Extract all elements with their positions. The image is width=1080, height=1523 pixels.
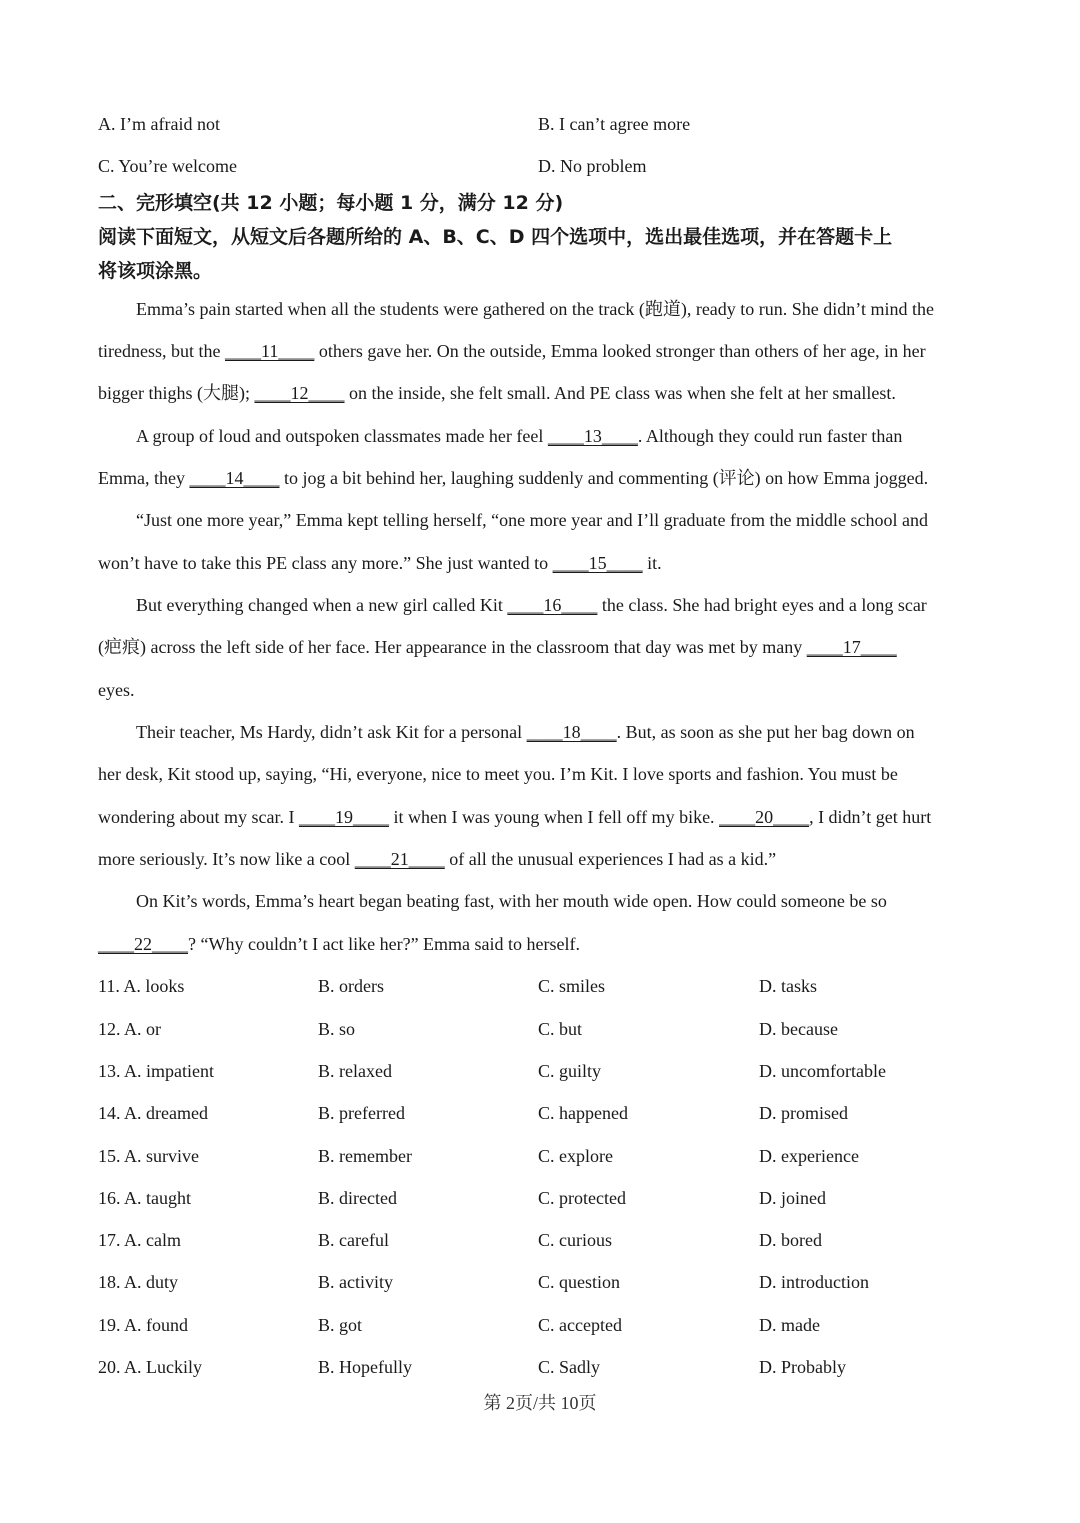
option-a: 12. A. or — [98, 1019, 161, 1039]
passage-line — [136, 424, 902, 448]
option-d: D. introduction — [759, 1272, 869, 1292]
text: it. — [642, 553, 662, 573]
option-d: D. promised — [759, 1103, 848, 1123]
option-d: D. uncomfortable — [759, 1061, 886, 1081]
option-d: D. bored — [759, 1230, 822, 1250]
option-c: C. accepted — [538, 1315, 622, 1335]
blank-15: ____15____ — [552, 553, 643, 573]
blank-17: ____17____ — [806, 637, 897, 657]
text: Emma, they — [98, 468, 190, 488]
passage-line — [98, 805, 931, 829]
text: won’t have to take this PE class any more.” She just wanted to — [98, 553, 553, 573]
text: on the inside, she felt small. And PE class was when she felt at her smallest. — [344, 383, 896, 403]
passage-line — [98, 381, 896, 405]
option-c: C. smiles — [538, 976, 606, 996]
text: tiredness, but the — [98, 341, 225, 361]
passage-line — [98, 847, 776, 871]
passage-line — [98, 932, 580, 956]
text: the class. She had bright eyes and a long scar — [597, 595, 927, 615]
text: Their teacher, Ms Hardy, didn’t ask Kit for a personal — [136, 722, 527, 742]
text: to jog a bit behind her, laughing suddenly and commenting (评论) on how Emma jogged. — [279, 468, 929, 488]
prev-option-b: B. I can’t agree more — [538, 114, 691, 134]
text: bigger thighs (大腿); — [98, 383, 255, 403]
option-a: 17. A. calm — [98, 1230, 181, 1250]
text: more seriously. It’s now like a cool — [98, 849, 355, 869]
option-c: C. curious — [538, 1230, 612, 1250]
option-a: 19. A. found — [98, 1315, 188, 1335]
blank-22: ____22____ — [98, 934, 188, 954]
option-c: C. question — [538, 1272, 621, 1292]
option-c: C. but — [538, 1019, 583, 1039]
text: . But, as soon as she put her bag down on — [616, 722, 915, 742]
option-c: C. happened — [538, 1103, 628, 1123]
passage-line — [98, 466, 928, 490]
option-c: C. explore — [538, 1146, 613, 1166]
prev-option-a: A. I’m afraid not — [98, 114, 220, 134]
blank-12: ____12____ — [254, 383, 345, 403]
option-b: B. careful — [318, 1230, 389, 1250]
passage-line — [98, 551, 662, 575]
option-b: B. Hopefully — [318, 1357, 412, 1377]
section-instruction-1: 阅读下面短文，从短文后各题所给的 A、B、C、D 四个选项中，选出最佳选项，并在答题卡上 — [98, 226, 893, 248]
passage-line — [136, 593, 927, 617]
blank-13: ____13____ — [547, 426, 638, 446]
prev-option-c: C. You’re welcome — [98, 156, 237, 176]
text: it when I was young when I fell off my bike. — [388, 807, 720, 827]
passage-line — [98, 339, 926, 363]
option-d: D. experience — [759, 1146, 859, 1166]
section-instruction-2: 将该项涂黑。 — [98, 260, 213, 282]
passage-line: On Kit’s words, Emma’s heart began beating fast, with her mouth wide open. How could someone be so — [136, 891, 887, 911]
blank-16: ____16____ — [507, 595, 598, 615]
option-d: D. made — [759, 1315, 820, 1335]
option-b: B. orders — [318, 976, 384, 996]
passage-line — [136, 720, 915, 744]
option-a: 16. A. taught — [98, 1188, 191, 1208]
option-d: D. tasks — [759, 976, 817, 996]
text: But everything changed when a new girl called Kit — [136, 595, 508, 615]
text: . Although they could run faster than — [637, 426, 903, 446]
option-c: C. Sadly — [538, 1357, 601, 1377]
option-c: C. protected — [538, 1188, 626, 1208]
option-a: 20. A. Luckily — [98, 1357, 202, 1377]
option-a: 15. A. survive — [98, 1146, 199, 1166]
text: , I didn’t get hurt — [809, 807, 932, 827]
passage-line: eyes. — [98, 680, 135, 700]
option-b: B. got — [318, 1315, 363, 1335]
option-a: 14. A. dreamed — [98, 1103, 208, 1123]
option-b: B. relaxed — [318, 1061, 392, 1081]
text: of all the unusual experiences I had as a kid.” — [444, 849, 777, 869]
text: others gave her. On the outside, Emma looked stronger than others of her age, in her — [314, 341, 926, 361]
option-a: 18. A. duty — [98, 1272, 179, 1292]
passage-line: “Just one more year,” Emma kept telling herself, “one more year and I’ll graduate from the middle school and — [136, 510, 928, 530]
option-c: C. guilty — [538, 1061, 602, 1081]
option-d: D. Probably — [759, 1357, 846, 1377]
text: wondering about my scar. I — [98, 807, 299, 827]
blank-14: ____14____ — [189, 468, 280, 488]
option-b: B. directed — [318, 1188, 397, 1208]
blank-11: ____11____ — [224, 341, 315, 361]
option-b: B. activity — [318, 1272, 393, 1292]
option-b: B. so — [318, 1019, 356, 1039]
section-title: 二、完形填空(共 12 小题；每小题 1 分，满分 12 分) — [98, 192, 564, 214]
blank-18: ____18____ — [526, 722, 617, 742]
page-footer: 第 2页/共 10页 — [483, 1393, 597, 1413]
blank-20: ____20____ — [719, 807, 810, 827]
blank-21: ____21____ — [354, 849, 445, 869]
option-b: B. remember — [318, 1146, 412, 1166]
blank-19: ____19____ — [298, 807, 389, 827]
option-b: B. preferred — [318, 1103, 405, 1123]
prev-option-d: D. No problem — [538, 156, 647, 176]
passage-line — [98, 635, 897, 659]
text: ? “Why couldn’t I act like her?” Emma said to herself. — [188, 934, 581, 954]
text: A group of loud and outspoken classmates made her feel — [136, 426, 548, 446]
option-d: D. because — [759, 1019, 838, 1039]
option-a: 11. A. looks — [98, 976, 185, 996]
passage-line: her desk, Kit stood up, saying, “Hi, everyone, nice to meet you. I’m Kit. I love sports and fashion. You must be — [98, 764, 898, 784]
passage-line: Emma’s pain started when all the students were gathered on the track (跑道), ready to run. She didn’t mind the — [136, 299, 934, 319]
text: (疤痕) across the left side of her face. Her appearance in the classroom that day was met by many — [98, 637, 807, 657]
option-d: D. joined — [759, 1188, 826, 1208]
option-a: 13. A. impatient — [98, 1061, 214, 1081]
